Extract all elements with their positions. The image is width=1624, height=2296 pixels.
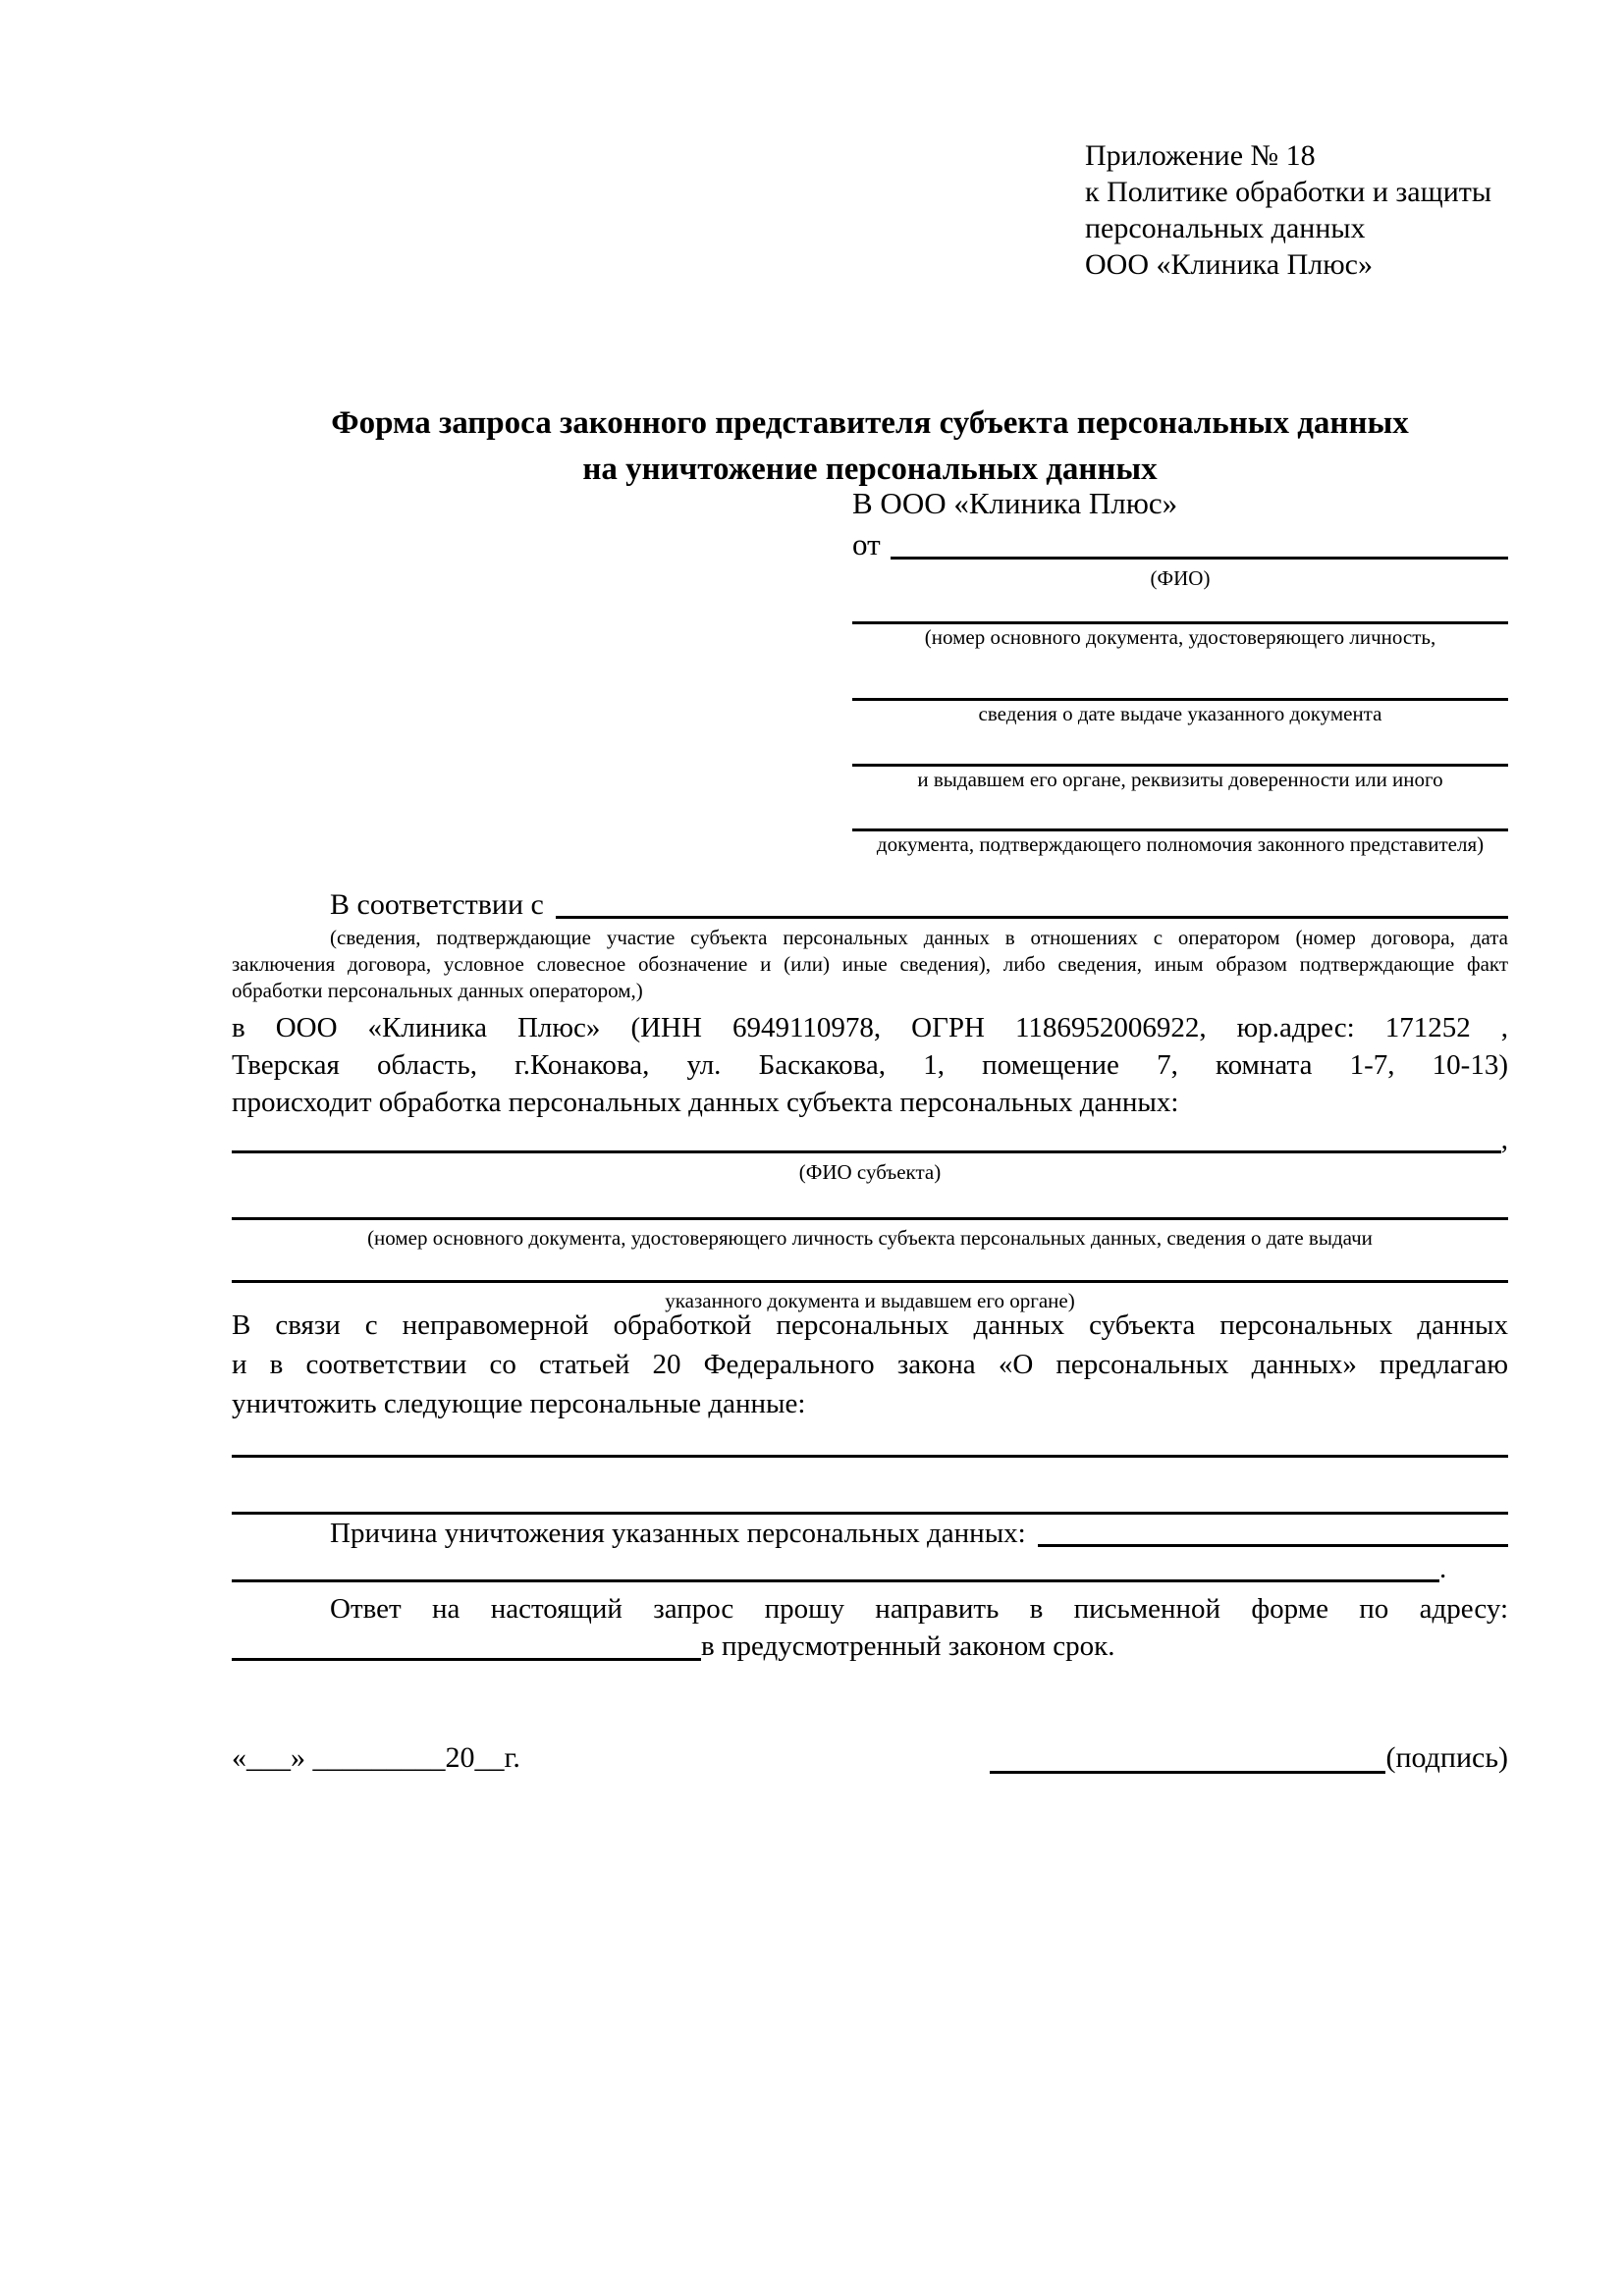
fine-print-line-2: заключения договора, условное словесное обозначение и (или) иные сведения), либо сведения, иным образом подтверждающие факт — [232, 952, 1508, 976]
representative-doc-field-4[interactable] — [852, 792, 1508, 831]
subject-fio-field[interactable] — [232, 1121, 1501, 1153]
subject-doc-field-1[interactable] — [232, 1217, 1508, 1220]
representative-doc-field-1[interactable] — [852, 591, 1508, 624]
appendix-note — [1085, 137, 1491, 283]
reason-field[interactable] — [1038, 1518, 1508, 1547]
from-name-field[interactable] — [891, 524, 1508, 560]
period-mark: . — [1439, 1553, 1447, 1584]
appendix-note-line: ООО «Клиника Плюс» — [1085, 248, 1373, 281]
signature-caption: (подпись) — [1385, 1741, 1508, 1774]
representative-doc-field-2[interactable] — [852, 650, 1508, 701]
destruction-request-paragraph — [232, 1306, 1508, 1423]
fine-print-line-1: (сведения, подтверждающие участие субъекта персональных данных в отношениях с оператором (номер договора, дата — [330, 926, 1508, 949]
reason-label: Причина уничтожения указанных персональных данных: — [330, 1518, 1026, 1549]
reason-continuation-row — [232, 1551, 1508, 1585]
accordance-field[interactable] — [556, 886, 1508, 919]
representative-doc-caption-2: сведения о дате выдаче указанного документа — [978, 702, 1382, 725]
representative-doc-field-3[interactable] — [852, 726, 1508, 767]
date-field[interactable]: «___» _________20__г. — [232, 1741, 520, 1774]
document-title-line-2: на уничтожение персональных данных — [582, 452, 1158, 487]
reply-request-line: Ответ на настоящий запрос прошу направить в письменной форме по адресу: — [330, 1593, 1508, 1625]
document-title-line-1: Форма запроса законного представителя субъекта персональных данных — [331, 405, 1409, 441]
fine-print — [232, 925, 1508, 1004]
accordance-label: В соответствии с — [330, 888, 544, 921]
subject-doc-caption-line-1: (номер основного документа, удостоверяющего личность субъекта персональных данных, сведения о дате выдачи — [367, 1226, 1373, 1250]
appendix-note-line: Приложение № 18 — [1085, 139, 1316, 172]
signature-row — [232, 1737, 1508, 1779]
representative-doc-caption-4: документа, подтверждающего полномочия законного представителя) — [876, 832, 1485, 856]
personal-data-field-1[interactable] — [232, 1455, 1508, 1458]
from-row — [852, 524, 1508, 565]
subject-doc-field-2[interactable] — [232, 1280, 1508, 1283]
subject-doc-caption-line-2: указанного документа и выдавшем его органе) — [665, 1289, 1075, 1312]
representative-doc-caption-1: (номер основного документа, удостоверяющего личность, — [924, 625, 1436, 649]
address-field[interactable] — [232, 1628, 701, 1661]
reason-field-continued[interactable] — [232, 1551, 1439, 1582]
operator-paragraph-line-2: Тверская область, г.Конакова, ул. Баскакова, 1, помещение 7, комната 1-7, 10-13) — [232, 1049, 1508, 1081]
from-label: от — [852, 527, 881, 561]
operator-paragraph — [232, 1009, 1508, 1121]
addressee-to-line: В ООО «Клиника Плюс» — [852, 486, 1178, 520]
fio-caption: (ФИО) — [1150, 566, 1211, 590]
reason-row — [232, 1518, 1508, 1549]
appendix-note-line: персональных данных — [1085, 212, 1366, 244]
destruction-request-line-1: В связи с неправомерной обработкой персональных данных субъекта персональных данных — [232, 1309, 1508, 1341]
destruction-request-line-2: и в соответствии со статьей 20 Федерального закона «О персональных данных» предлагаю — [232, 1349, 1508, 1380]
fine-print-line-3: обработки персональных данных оператором,) — [232, 979, 643, 1002]
destruction-request-line-3: уничтожить следующие персональные данные: — [232, 1388, 806, 1419]
addressee-block — [852, 483, 1508, 857]
comma-mark: , — [1500, 1124, 1508, 1155]
reply-address-row — [232, 1628, 1508, 1665]
accordance-row — [232, 886, 1508, 924]
reply-tail: в предусмотренный законом срок. — [701, 1630, 1115, 1662]
subject-fio-caption: (ФИО субъекта) — [798, 1160, 942, 1184]
subject-fio-row — [232, 1121, 1508, 1156]
document-title — [232, 400, 1508, 493]
personal-data-field-2[interactable] — [232, 1512, 1508, 1515]
appendix-note-line: к Политике обработки и защиты — [1085, 176, 1492, 208]
operator-paragraph-line-1: в ООО «Клиника Плюс» (ИНН 6949110978, ОГРН 1186952006922, юр.адрес: 171252 , — [232, 1012, 1508, 1043]
representative-doc-caption-3: и выдавшем его органе, реквизиты доверенности или иного — [917, 768, 1443, 791]
signature-field[interactable] — [990, 1737, 1385, 1774]
operator-paragraph-line-3: происходит обработка персональных данных субъекта персональных данных: — [232, 1087, 1179, 1118]
